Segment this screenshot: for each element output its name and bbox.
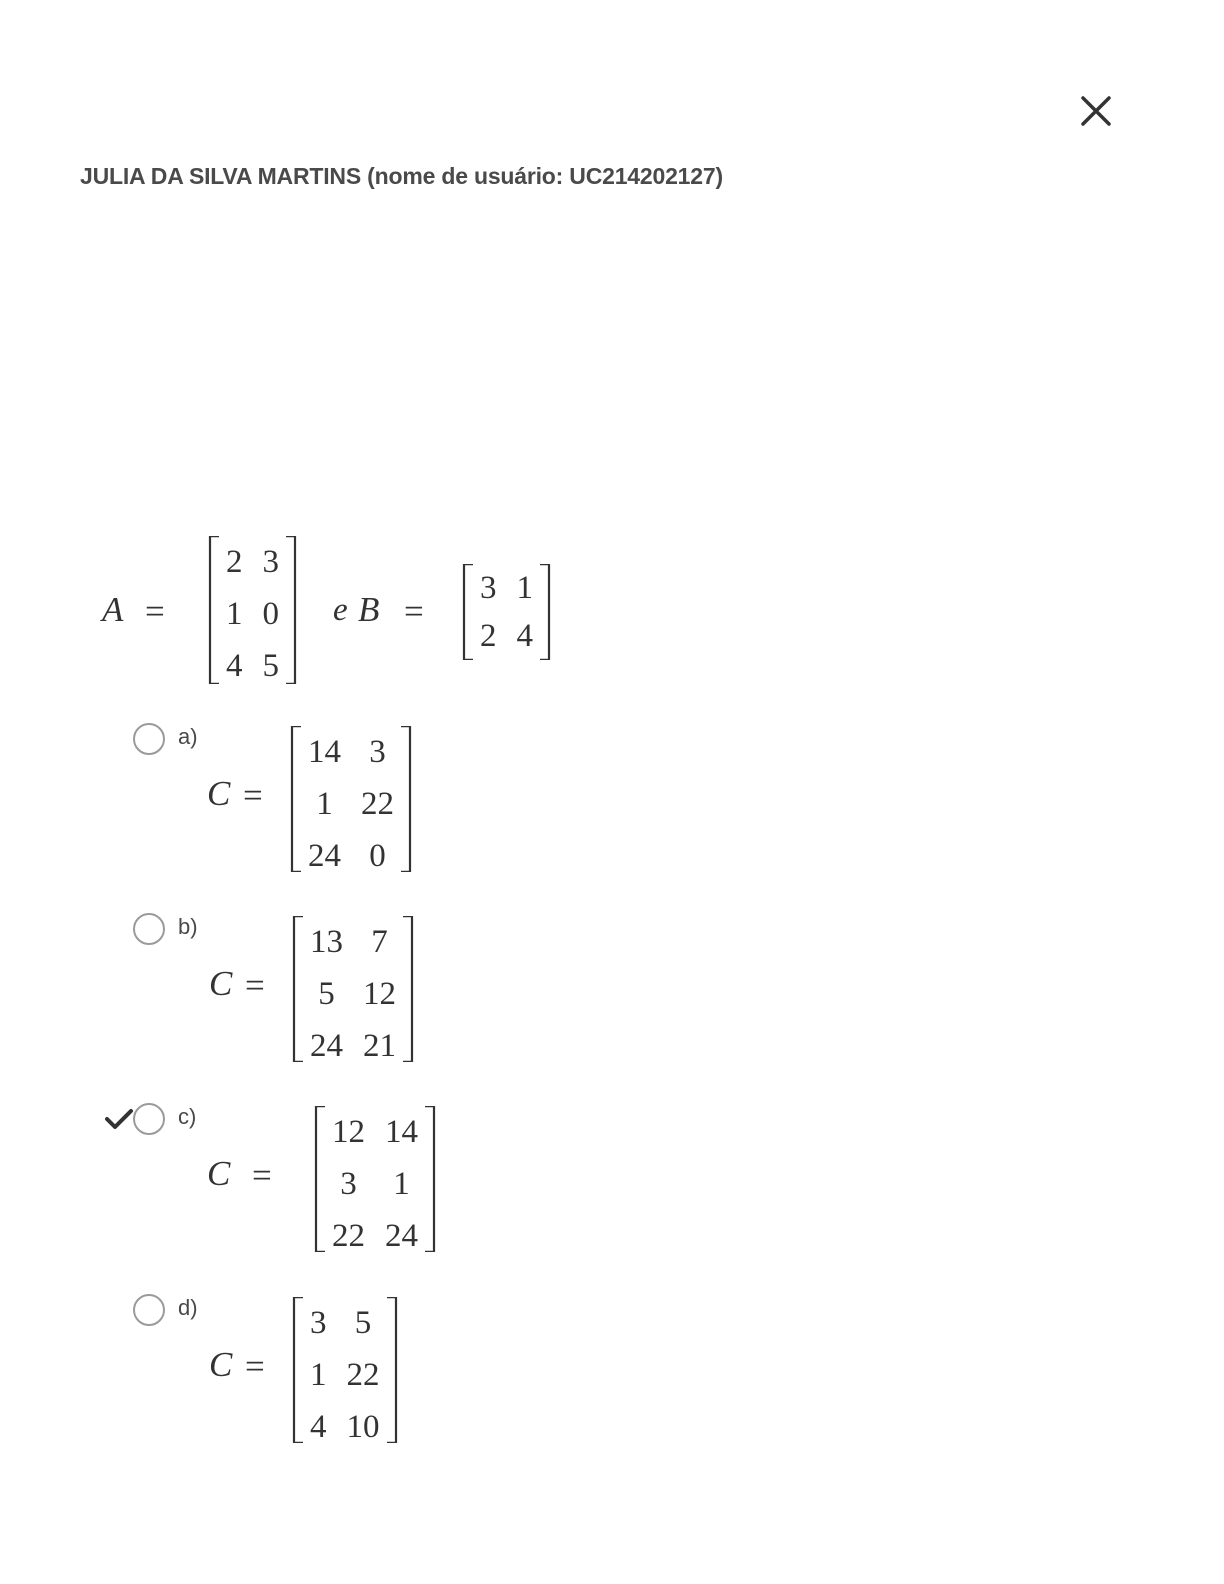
option-matrix-cell: 3 <box>340 1166 357 1202</box>
option-matrix-cell: 1 <box>316 786 333 822</box>
option-var: C <box>207 1154 231 1193</box>
option-equals: = <box>243 776 263 815</box>
option-radio[interactable] <box>133 913 165 945</box>
matrix-a-cell: 5 <box>262 648 279 684</box>
option-matrix-cell: 12 <box>332 1114 365 1150</box>
option-matrix <box>292 916 414 1062</box>
option-matrix-cell: 1 <box>393 1166 410 1202</box>
option-matrix-cell: 22 <box>346 1357 380 1393</box>
option-matrix-left-bracket <box>292 916 304 1062</box>
option-matrix-cell: 3 <box>369 734 386 770</box>
option-matrix-cell: 7 <box>371 924 388 960</box>
option-matrix <box>292 1297 398 1443</box>
option-matrix-cell: 22 <box>361 786 394 822</box>
option-radio[interactable] <box>133 1103 165 1135</box>
option-letter: b) <box>178 914 198 939</box>
close-x-icon <box>1077 92 1115 130</box>
option-matrix-cell: 24 <box>385 1218 418 1254</box>
option-letter: c) <box>178 1104 197 1129</box>
matrix-b-left-bracket <box>462 564 474 660</box>
option-matrix-cell: 24 <box>310 1028 343 1064</box>
option-matrix-left-bracket <box>292 1297 304 1443</box>
matrix-b-cell: 2 <box>480 618 497 654</box>
matrix-b-cells <box>474 564 539 660</box>
matrix-a-cell: 3 <box>262 544 279 580</box>
option-matrix-cell: 10 <box>346 1409 380 1445</box>
option-matrix-cell: 21 <box>363 1028 396 1064</box>
matrix-b-cell: 1 <box>516 570 533 606</box>
matrix-b <box>462 564 551 660</box>
option-equals: = <box>245 1347 265 1386</box>
option-matrix-right-bracket <box>400 726 412 872</box>
option-matrix-right-bracket <box>386 1297 398 1443</box>
user-info-line: JULIA DA SILVA MARTINS (nome de usuário: UC214202127) <box>80 163 723 189</box>
option-matrix-right-bracket <box>402 916 414 1062</box>
matrix-a-cells <box>220 536 285 684</box>
option-matrix-cell: 0 <box>369 838 386 874</box>
option-var: C <box>209 964 233 1003</box>
option-matrix-left-bracket <box>290 726 302 872</box>
option-matrix-cell: 13 <box>310 924 343 960</box>
option-matrix-cell: 4 <box>310 1409 327 1445</box>
option-matrix-cell: 24 <box>308 838 341 874</box>
option-equals: = <box>252 1156 272 1195</box>
option-matrix-cells <box>326 1106 424 1252</box>
matrix-b-cell: 3 <box>480 570 497 606</box>
option-matrix <box>314 1106 436 1252</box>
option-matrix-left-bracket <box>314 1106 326 1252</box>
option-matrix-cells <box>304 916 402 1062</box>
matrix-a-cell: 1 <box>226 596 243 632</box>
option-matrix-cell: 22 <box>332 1218 365 1254</box>
matrix-b-right-bracket <box>539 564 551 660</box>
option-matrix-cell: 5 <box>318 976 335 1012</box>
matrix-a-cell: 2 <box>226 544 243 580</box>
matrix-a-equals: = <box>145 592 165 631</box>
option-matrix-right-bracket <box>424 1106 436 1252</box>
option-matrix-cell: 3 <box>310 1305 327 1341</box>
option-matrix-cell: 1 <box>310 1357 327 1393</box>
option-matrix <box>290 726 412 872</box>
matrix-b-label: B <box>358 590 380 629</box>
option-equals: = <box>245 966 265 1005</box>
option-letter: d) <box>178 1295 198 1320</box>
matrix-a-label: A <box>102 590 124 629</box>
close-button[interactable] <box>1077 92 1115 130</box>
option-matrix-cells <box>304 1297 386 1443</box>
correct-check-icon <box>104 1107 134 1131</box>
option-matrix-cell: 14 <box>308 734 341 770</box>
matrix-b-equals: = <box>404 592 424 631</box>
option-radio[interactable] <box>133 723 165 755</box>
option-var: C <box>207 774 231 813</box>
connector-e: e <box>333 592 348 628</box>
option-letter: a) <box>178 724 198 749</box>
matrix-b-cell: 4 <box>516 618 533 654</box>
matrix-a-cell: 4 <box>226 648 243 684</box>
matrix-a-cell: 0 <box>262 596 279 632</box>
option-radio[interactable] <box>133 1294 165 1326</box>
option-var: C <box>209 1345 233 1384</box>
option-matrix-cells <box>302 726 400 872</box>
option-matrix-cell: 12 <box>363 976 396 1012</box>
option-matrix-cell: 14 <box>385 1114 418 1150</box>
option-matrix-cell: 5 <box>354 1305 372 1341</box>
matrix-a-right-bracket <box>285 536 297 684</box>
matrix-a-left-bracket <box>208 536 220 684</box>
matrix-a <box>208 536 297 684</box>
